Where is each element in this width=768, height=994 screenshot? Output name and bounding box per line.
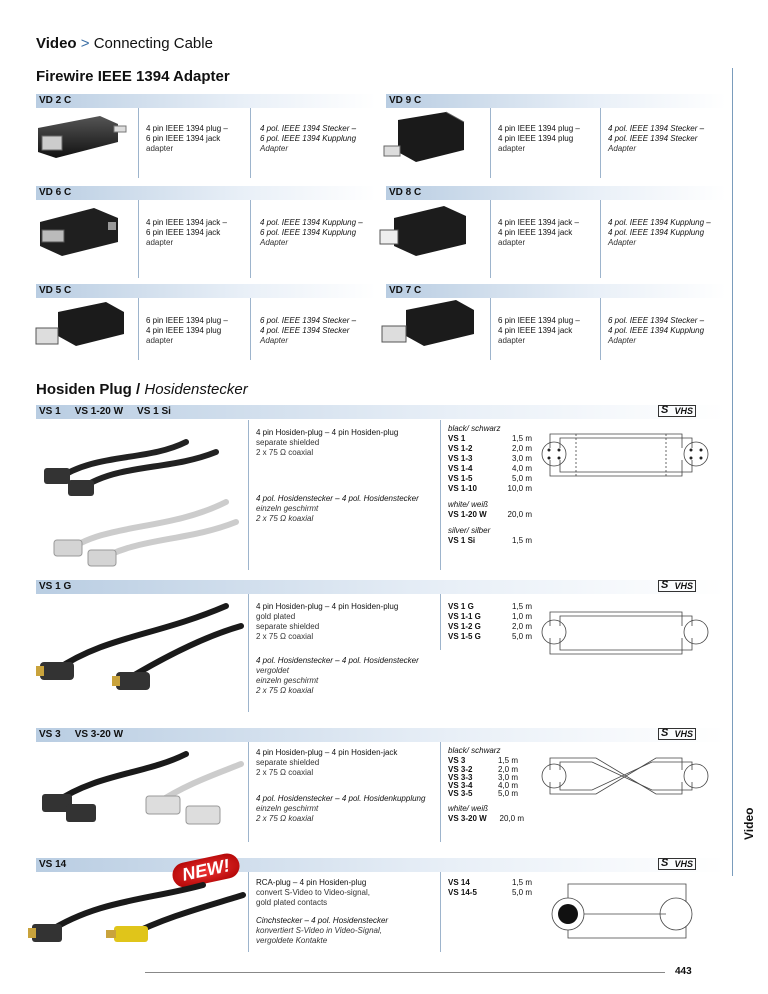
spec-length: 2,0 m [511,622,532,631]
footer-rule [145,972,665,973]
desc-en-line: 2 x 75 Ω coaxial [256,768,314,777]
cable-image-vs3 [36,744,244,842]
spec-length: 1,5 m [511,602,532,611]
product-desc-vs3 [256,748,397,778]
product-desc-vs14 [256,878,370,908]
spec-length: 5,0 m [511,474,532,483]
product-desc-de-vd6c [260,218,363,248]
side-tab-video[interactable]: Video [742,807,756,840]
spec-row [448,454,532,464]
spec-row [448,632,532,642]
product-bar-vd8c [386,186,726,200]
spec-code: VS 1-20 W [448,510,487,519]
spec-row [448,464,532,474]
desc-de-line: 4 pol. IEEE 1394 Stecker [260,326,350,335]
product-code: VD 2 C [39,95,72,106]
product-code: VD 7 C [389,285,422,296]
desc-de-line: 2 x 75 Ω koaxial [256,686,314,695]
wiring-diagram-vs1 [536,426,716,486]
spec-row [448,484,532,494]
color-caption: white/ weiß [448,500,489,509]
desc-de-type: Adapter [260,238,289,247]
spec-length: 3,0 m [497,773,518,782]
side-rule [732,68,733,876]
desc-de-line: 6 pol. IEEE 1394 Stecker – [608,316,705,325]
desc-en-type: adapter [146,336,174,345]
desc-en-line: 6 pin IEEE 1394 jack [146,228,221,237]
desc-de-line: einzeln geschirmt [256,804,319,813]
svhs-logo: S VHS [658,580,696,592]
product-code: VD 8 C [389,187,422,198]
desc-de-line: 4 pol. IEEE 1394 Stecker [608,134,698,143]
spec-code: VS 1-10 [448,484,477,493]
desc-en-line: gold plated [256,612,296,621]
desc-en-line: 2 x 75 Ω coaxial [256,448,314,457]
desc-en-line: 4 pin IEEE 1394 plug – [498,124,580,133]
desc-en-line: 4 pin IEEE 1394 plug – [146,124,228,133]
spec-code: VS 1-5 G [448,632,481,641]
product-bar-vd5c [36,284,376,298]
cable-image-vs1 [36,422,244,570]
adapter-image-vd9c [376,108,482,170]
spec-row [448,444,532,454]
spec-code: VS 1-4 [448,464,473,473]
desc-de-line: 4 pol. IEEE 1394 Kupplung – [260,218,363,227]
spec-row [448,622,532,632]
product-desc-de-vs14 [256,916,388,946]
desc-de-line: 4 pol. IEEE 1394 Kupplung [608,228,705,237]
desc-en-line: convert S-Video to Video-signal, [256,888,370,897]
desc-de-type: Adapter [260,336,289,345]
spec-list-vs14 [448,878,532,898]
product-code: VS 1 G [39,581,72,592]
desc-de-line: 4 pol. Hosidenstecker – 4 pol. Hosidenstecker [256,494,419,503]
spec-code: VS 14 [448,878,470,887]
spec-length: 3,0 m [511,454,532,463]
spec-length: 1,5 m [511,878,532,887]
desc-en-line: separate shielded [256,622,320,631]
spec-code: VS 1 Si [448,536,476,545]
spec-length: 1,5 m [511,536,532,545]
desc-en-line: 6 pin IEEE 1394 plug – [498,316,580,325]
product-desc-vd2c [146,124,228,154]
spec-code: VS 1-5 [448,474,473,483]
product-desc-de-vd7c [608,316,704,346]
new-badge: NEW! [170,851,242,890]
product-code: VS 3-20 W [74,729,124,740]
product-desc-de-vs3 [256,794,425,824]
spec-length: 20,0 m [499,814,524,823]
section-title-de: Hosidenstecker [144,381,248,398]
product-desc-vd8c [498,218,579,248]
spec-code: VS 14-5 [448,888,477,897]
spec-length: 1,0 m [511,612,532,621]
desc-de-line: 4 pol. Hosidenstecker – 4 pol. Hosidenkupplung [256,794,426,803]
product-code: VD 6 C [39,187,72,198]
spec-row [448,536,532,546]
spec-code: VS 3-5 [448,789,473,798]
product-code: VS 1-20 W [74,406,124,417]
desc-de-line: einzeln geschirmt [256,676,319,685]
color-caption: silver/ silber [448,526,491,535]
spec-code: VS 3-2 [448,765,473,774]
desc-en-line: 4 pin Hosiden-plug – 4 pin Hosiden-plug [256,428,399,437]
wiring-diagram-vs1g [536,604,716,664]
spec-code: VS 3-20 W [448,814,487,823]
desc-en-line: 4 pin IEEE 1394 plug [146,326,222,335]
desc-en-line: 4 pin Hosiden-plug – 4 pin Hosiden-jack [256,748,398,757]
product-desc-vd7c [498,316,580,346]
desc-en-type: adapter [498,144,526,153]
product-desc-vd9c [498,124,580,154]
desc-de-type: Adapter [608,144,637,153]
spec-length: 2,0 m [497,765,518,774]
spec-code: VS 3-4 [448,781,473,790]
product-bar-vs14 [36,858,726,872]
breadcrumb-main[interactable]: Video [36,35,77,52]
spec-length: 10,0 m [507,484,532,493]
product-bar-vd7c [386,284,726,298]
desc-en-line: 4 pin IEEE 1394 plug [498,134,574,143]
desc-en-line: 4 pin Hosiden-plug – 4 pin Hosiden-plug [256,602,399,611]
desc-de-type: Adapter [608,336,637,345]
desc-de-line: 6 pol. IEEE 1394 Kupplung [260,134,357,143]
spec-row [448,510,532,520]
desc-de-line: 4 pol. IEEE 1394 Kupplung – [608,218,711,227]
product-desc-vd5c [146,316,228,346]
desc-en-line: 4 pin IEEE 1394 jack [498,326,573,335]
spec-length: 2,0 m [511,444,532,453]
breadcrumb [36,35,213,52]
color-caption: black/ schwarz [448,424,501,433]
spec-code: VS 3-3 [448,773,473,782]
spec-length: 4,0 m [511,464,532,473]
desc-de-line: 4 pol. IEEE 1394 Stecker – [608,124,705,133]
desc-de-type: Adapter [608,238,637,247]
desc-en-line: 6 pin IEEE 1394 jack [146,134,221,143]
color-caption: white/ weiß [448,804,489,813]
desc-de-line: 6 pol. IEEE 1394 Kupplung [260,228,357,237]
desc-en-line: 4 pin IEEE 1394 jack – [146,218,227,227]
desc-de-line: Cinchstecker – 4 pol. Hosidenstecker [256,916,389,925]
product-bar-vs1 [36,405,726,419]
desc-en-line: 4 pin IEEE 1394 jack – [498,218,579,227]
spec-list-vs1 [448,424,532,546]
desc-en-type: adapter [146,144,174,153]
spec-code: VS 1 [448,434,466,443]
spec-length: 5,0 m [511,888,532,897]
spec-length: 5,0 m [497,789,518,798]
product-desc-de-vd5c [260,316,356,346]
spec-row [448,434,532,444]
cable-image-vs14 [28,880,246,952]
product-desc-de-vd2c [260,124,356,154]
product-desc-de-vd9c [608,124,704,154]
svhs-logo: S VHS [658,405,696,417]
spec-code: VS 1 G [448,602,474,611]
product-desc-de-vs1g [256,656,419,696]
desc-de-line: 4 pol. IEEE 1394 Stecker – [260,124,357,133]
product-desc-vs1 [256,428,398,458]
desc-de-line: 6 pol. IEEE 1394 Stecker – [260,316,357,325]
section-title-en: Hosiden Plug / [36,381,141,398]
desc-en-line: 6 pin IEEE 1394 plug – [146,316,228,325]
product-code: VD 9 C [389,95,422,106]
desc-en-line: RCA-plug – 4 pin Hosiden-plug [256,878,367,887]
product-desc-de-vs1 [256,494,419,524]
wiring-diagram-vs14 [546,876,716,944]
product-code: VS 1 [39,406,61,417]
desc-en-type: adapter [498,238,526,247]
desc-de-line: vergoldete Kontakte [256,936,328,945]
svhs-logo: S VHS [658,728,696,740]
spec-code: VS 1-2 G [448,622,481,631]
spec-length: 1,5 m [511,434,532,443]
product-desc-vd6c [146,218,227,248]
product-desc-vs1g [256,602,398,642]
spec-list-vs1g [448,602,532,642]
section-title-firewire: Firewire IEEE 1394 Adapter [36,68,230,85]
spec-list-vs3 [448,746,524,824]
desc-de-line: vergoldet [256,666,289,675]
product-code: VS 3 [39,729,61,740]
product-code: VS 1 Si [137,406,171,417]
breadcrumb-separator: > [80,35,90,52]
desc-de-line: einzeln geschirmt [256,504,319,513]
product-bar-vd9c [386,94,726,108]
page-number: 443 [675,966,692,977]
section-title-hosiden [36,381,248,398]
product-code: VD 5 C [39,285,72,296]
desc-en-line: 2 x 75 Ω coaxial [256,632,314,641]
desc-de-line: 4 pol. Hosidenstecker – 4 pol. Hosidenstecker [256,656,419,665]
adapter-image-vd7c [376,298,482,360]
adapter-image-vd2c [28,108,134,168]
desc-en-line: gold plated contacts [256,898,328,907]
spec-code: VS 1-3 [448,454,473,463]
spec-row [448,612,532,622]
adapter-image-vd6c [28,200,134,262]
spec-row [448,888,532,898]
desc-en-type: adapter [146,238,174,247]
desc-en-type: adapter [498,336,526,345]
desc-de-line: 4 pol. IEEE 1394 Kupplung [608,326,705,335]
breadcrumb-current: Connecting Cable [93,35,213,52]
product-code: VS 14 [39,859,67,870]
desc-de-line: konvertiert S-Video in Video-Signal, [256,926,382,935]
desc-en-line: separate shielded [256,438,320,447]
desc-de-line: 2 x 75 Ω koaxial [256,514,314,523]
desc-en-line: 4 pin IEEE 1394 jack [498,228,573,237]
product-desc-de-vd8c [608,218,711,248]
spec-length: 5,0 m [511,632,532,641]
spec-code: VS 3 [448,756,466,765]
spec-row [448,814,524,824]
spec-length: 1,5 m [497,756,518,765]
desc-en-line: separate shielded [256,758,320,767]
wiring-diagram-vs3 [536,748,716,808]
spec-length: 4,0 m [497,781,518,790]
adapter-image-vd8c [376,200,482,264]
product-bar-vd2c [36,94,376,108]
svhs-logo: S VHS [658,858,696,870]
spec-length: 20,0 m [507,510,532,519]
spec-code: VS 1-1 G [448,612,481,621]
spec-row [448,474,532,484]
product-bar-vd6c [36,186,376,200]
color-caption: black/ schwarz [448,746,501,755]
spec-code: VS 1-2 [448,444,473,453]
desc-de-line: 2 x 75 Ω koaxial [256,814,314,823]
spec-row [448,790,524,798]
adapter-image-vd5c [28,298,134,360]
spec-row [448,602,532,612]
cable-image-vs1g [36,596,244,712]
product-bar-vs3 [36,728,726,742]
desc-de-type: Adapter [260,144,289,153]
product-bar-vs1g [36,580,726,594]
spec-row [448,878,532,888]
